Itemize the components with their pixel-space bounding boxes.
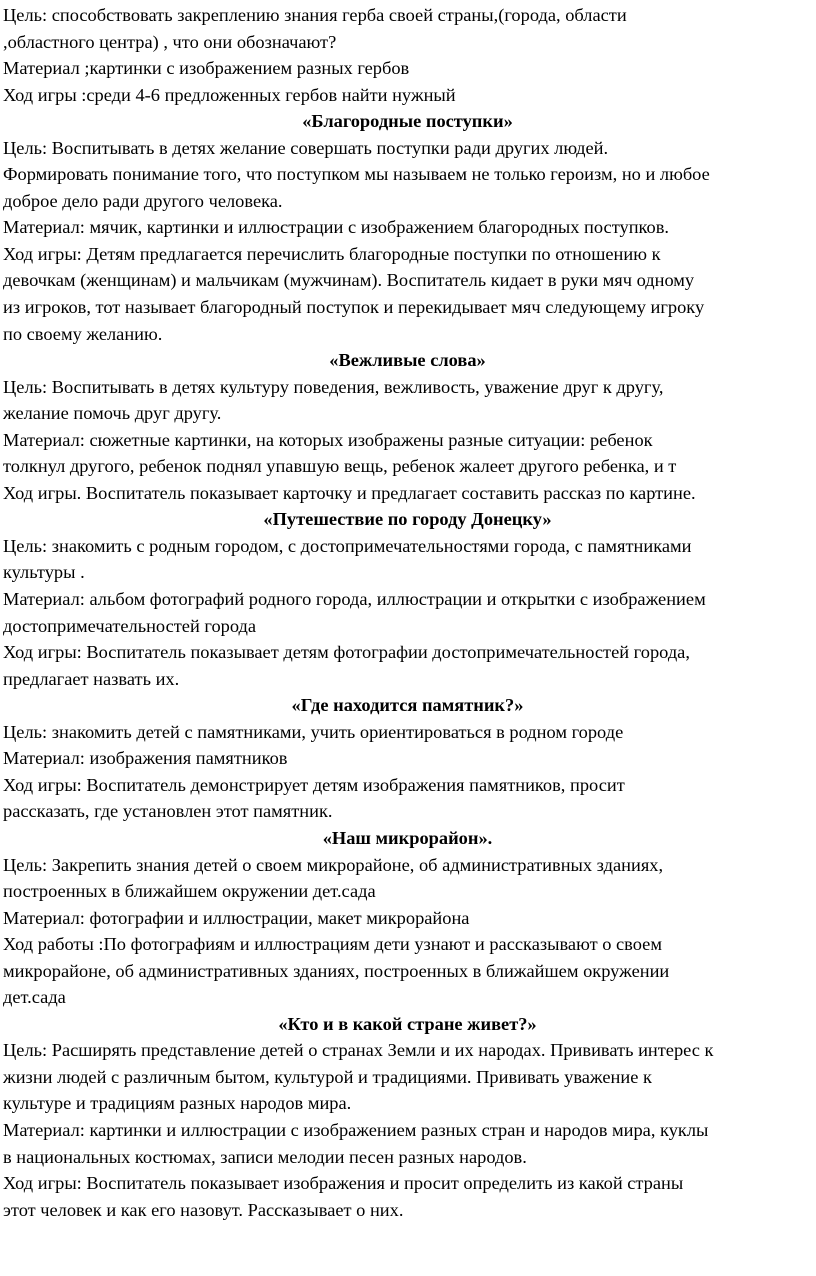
section-heading: «Кто и в какой стране живет?» — [278, 1013, 537, 1034]
text-line: из игроков, тот называет благородный поступок и перекидывает мяч следующему игроку — [3, 297, 705, 318]
text-line: толкнул другого, ребенок поднял упавшую вещь, ребенок жалеет другого ребенка, и т — [3, 456, 677, 477]
text-line: дет.сада — [3, 987, 66, 1008]
text-line: рассказать, где установлен этот памятник. — [3, 801, 333, 822]
text-line: Цель: Закрепить знания детей о своем микрорайоне, об административных зданиях, — [3, 854, 664, 875]
text-line: Материал: альбом фотографий родного города, иллюстрации и открытки с изображением — [3, 589, 706, 610]
text-line — [3, 1250, 812, 1276]
text-line: Ход игры: Детям предлагается перечислить благородные поступки по отношению к — [3, 243, 661, 264]
text-line: Цель: знакомить с родным городом, с достопримечательностями города, с памятниками — [3, 535, 692, 556]
text-line: микрорайоне, об административных зданиях, построенных в ближайшем окружении — [3, 960, 670, 981]
text-line: в национальных костюмах, записи мелодии песен разных народов. — [3, 1146, 527, 1167]
text-line: девочкам (женщинам) и мальчикам (мужчинам). Воспитатель кидает в руки мяч одному — [3, 270, 695, 291]
text-line: этот человек и как его назовут. Рассказывает о них. — [3, 1199, 404, 1220]
text-line: ,областного центра) , что они обозначают? — [3, 31, 337, 52]
text-line: доброе дело ради другого человека. — [3, 190, 283, 211]
text-line: Материал: фотографии и иллюстрации, макет микрорайона — [3, 907, 470, 928]
text-line: желание помочь друг другу. — [3, 403, 222, 424]
text-line: культуры . — [3, 562, 85, 583]
text-line — [3, 1223, 812, 1250]
text-line: Цель: знакомить детей с памятниками, учить ориентироваться в родном городе — [3, 721, 624, 742]
text-line: построенных в ближайшем окружении дет.сада — [3, 881, 376, 902]
text-line: Ход игры :среди 4-6 предложенных гербов найти нужный — [3, 84, 456, 105]
text-line: достопримечательностей города — [3, 615, 257, 636]
text-line: Цель: Воспитывать в детях культуру поведения, вежливость, уважение друг к другу, — [3, 376, 664, 397]
text-line: Ход игры: Воспитатель показывает детям фотографии достопримечательностей города, — [3, 642, 690, 663]
text-line: предлагает назвать их. — [3, 668, 180, 689]
text-line: культуре и традициям разных народов мира. — [3, 1093, 352, 1114]
text-line: Материал: изображения памятников — [3, 748, 288, 769]
text-line: Цель: Воспитывать в детях желание совершать поступки ради других людей. — [3, 137, 609, 158]
text-line: Ход игры: Воспитатель показывает изображения и просит определить из какой страны — [3, 1173, 684, 1194]
text-line: Ход работы :По фотографиям и иллюстрациям дети узнают и рассказывают о своем — [3, 934, 662, 955]
text-line: Ход игры: Воспитатель демонстрирует детям изображения памятников, просит — [3, 774, 625, 795]
text-line: Материал: мячик, картинки и иллюстрации с изображением благородных поступков. — [3, 217, 670, 238]
text-line: Материал: картинки и иллюстрации с изображением разных стран и народов мира, куклы — [3, 1119, 709, 1140]
section-heading: «Путешествие по городу Донецку» — [263, 509, 552, 530]
section-heading: «Вежливые слова» — [329, 350, 486, 371]
section-heading: «Наш микрорайон». — [322, 827, 493, 848]
text-line: Материал: сюжетные картинки, на которых изображены разные ситуации: ребенок — [3, 429, 653, 450]
text-line: Ход игры. Воспитатель показывает карточку и предлагает составить рассказ по картине. — [3, 482, 696, 503]
section-heading: «Благородные поступки» — [302, 111, 513, 132]
section-heading: «Где находится памятник?» — [291, 695, 524, 716]
text-line: Формировать понимание того, что поступком мы называем не только героизм, но и любое — [3, 164, 710, 185]
text-line: по своему желанию. — [3, 323, 163, 344]
text-line: Материал ;картинки с изображением разных гербов — [3, 58, 410, 79]
text-line: Цель: способствовать закреплению знания герба своей страны,(города, области — [3, 5, 627, 25]
text-line: Цель: Расширять представление детей о странах Земли и их народах. Прививать интерес к — [3, 1040, 714, 1061]
text-line: жизни людей с различным бытом, культурой и традициями. Прививать уважение к — [3, 1066, 652, 1087]
